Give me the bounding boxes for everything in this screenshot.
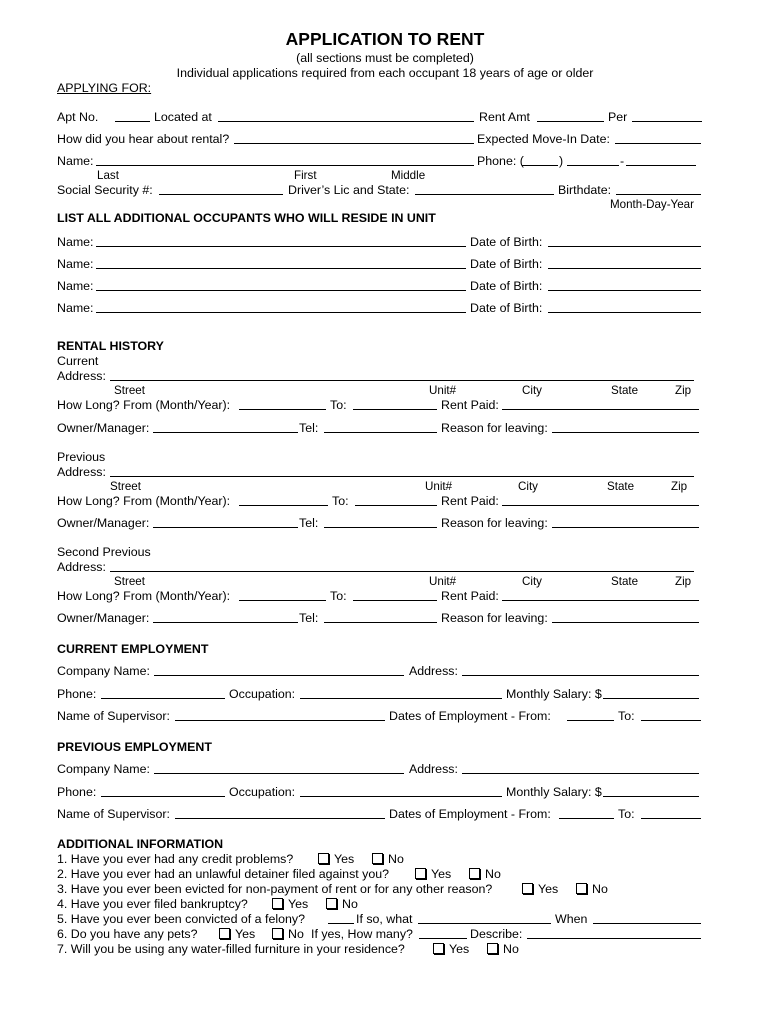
company-name-field[interactable] xyxy=(154,773,404,774)
phone-prefix-field[interactable] xyxy=(567,165,619,166)
current-address-label: Address: xyxy=(57,369,106,383)
tel-label: Tel: xyxy=(299,421,319,435)
city-caption: City xyxy=(518,480,538,493)
occupant-name-field[interactable] xyxy=(96,268,466,269)
second-previous-address-label: Address: xyxy=(57,560,106,574)
monthly-salary-label: Monthly Salary: $ xyxy=(506,785,602,799)
occupant-name-field[interactable] xyxy=(96,290,466,291)
heard-about-label: How did you hear about rental? xyxy=(57,132,230,146)
street-caption: Street xyxy=(110,480,141,493)
monthly-salary-field[interactable] xyxy=(603,698,699,699)
ssn-field[interactable] xyxy=(159,194,283,195)
from-date-field[interactable] xyxy=(239,600,326,601)
unit-caption: Unit# xyxy=(425,480,453,493)
checkbox-icon[interactable] xyxy=(219,928,230,939)
from-date-field[interactable] xyxy=(239,505,328,506)
occupant-dob-label: Date of Birth: xyxy=(470,257,543,271)
question-evicted: 3. Have you ever been evicted for non-payment of rent or for any other reason? xyxy=(57,882,493,896)
rent-amt-label: Rent Amt xyxy=(479,110,530,124)
second-previous-address-field[interactable] xyxy=(110,571,694,572)
water-furniture-no-option[interactable]: No xyxy=(487,942,519,957)
occupant-dob-label: Date of Birth: xyxy=(470,279,543,293)
occupant-name-field[interactable] xyxy=(96,246,466,247)
ssn-label: Social Security #: xyxy=(57,183,153,197)
drivers-lic-field[interactable] xyxy=(415,194,554,195)
occupants-heading: LIST ALL ADDITIONAL OCCUPANTS WHO WILL RESIDE IN UNIT xyxy=(57,211,436,225)
zip-caption: Zip xyxy=(671,480,688,493)
checkbox-icon[interactable] xyxy=(326,898,337,909)
occupant-dob-field[interactable] xyxy=(548,246,701,247)
street-caption: Street xyxy=(114,384,145,397)
occupant-dob-field[interactable] xyxy=(548,312,701,313)
company-address-label: Address: xyxy=(409,664,458,678)
to-date-field[interactable] xyxy=(353,409,437,410)
employment-dates-label: Dates of Employment - From: xyxy=(389,807,551,821)
occupant-name-label: Name: xyxy=(57,257,94,271)
employment-to-field[interactable] xyxy=(641,720,701,721)
pets-how-many-field[interactable] xyxy=(419,938,467,939)
employment-dates-label: Dates of Employment - From: xyxy=(389,709,551,723)
zip-caption: Zip xyxy=(675,384,692,397)
checkbox-icon[interactable] xyxy=(576,883,587,894)
applicant-name-field[interactable] xyxy=(96,165,474,166)
company-address-field[interactable] xyxy=(462,675,699,676)
employment-from-field[interactable] xyxy=(567,720,614,721)
checkbox-icon[interactable] xyxy=(522,883,533,894)
monthly-salary-field[interactable] xyxy=(603,796,699,797)
unit-caption: Unit# xyxy=(429,384,457,397)
occupant-name-label: Name: xyxy=(57,301,94,315)
occupation-field[interactable] xyxy=(300,698,502,699)
evicted-no-option[interactable]: No xyxy=(576,882,608,897)
previous-employment-heading: PREVIOUS EMPLOYMENT xyxy=(57,740,212,754)
credit-no-option[interactable]: No xyxy=(372,852,404,867)
supervisor-field[interactable] xyxy=(175,720,385,721)
phone-dash: - xyxy=(620,154,625,168)
subtitle-individual-applications: Individual applications required from each occupant 18 years of age or older xyxy=(176,66,594,80)
move-in-label: Expected Move-In Date: xyxy=(477,132,610,146)
occupation-field[interactable] xyxy=(300,796,502,797)
employment-to-field[interactable] xyxy=(641,818,701,819)
pets-how-many-label: If yes, How many? xyxy=(311,927,413,941)
additional-info-heading: ADDITIONAL INFORMATION xyxy=(57,837,224,851)
phone-paren-close: ) xyxy=(559,154,564,168)
birthdate-label: Birthdate: xyxy=(558,183,612,197)
company-name-label: Company Name: xyxy=(57,762,150,776)
name-first-caption: First xyxy=(294,169,317,182)
tel-field[interactable] xyxy=(324,432,437,433)
current-address-field[interactable] xyxy=(110,380,694,381)
question-bankruptcy: 4. Have you ever filed bankruptcy? xyxy=(57,897,248,911)
subtitle-all-sections: (all sections must be completed) xyxy=(296,51,474,65)
unit-caption: Unit# xyxy=(429,575,457,588)
owner-manager-label: Owner/Manager: xyxy=(57,421,150,435)
question-pets: 6. Do you have any pets? xyxy=(57,927,198,941)
tel-field[interactable] xyxy=(324,527,437,528)
how-long-label: How Long? From (Month/Year): xyxy=(57,398,231,412)
rent-paid-label: Rent Paid: xyxy=(441,494,499,508)
page-title: APPLICATION TO RENT xyxy=(285,29,485,49)
reason-leaving-label: Reason for leaving: xyxy=(441,611,548,625)
second-previous-residence-label: Second Previous xyxy=(57,545,151,559)
credit-yes-option[interactable]: Yes xyxy=(318,852,354,867)
company-name-label: Company Name: xyxy=(57,664,150,678)
birthdate-format-caption: Month-Day-Year xyxy=(610,198,694,211)
to-date-field[interactable] xyxy=(353,600,437,601)
apt-no-field[interactable] xyxy=(115,121,150,122)
name-middle-caption: Middle xyxy=(391,169,426,182)
to-date-field[interactable] xyxy=(355,505,437,506)
reason-leaving-field[interactable] xyxy=(552,622,699,623)
birthdate-field[interactable] xyxy=(616,194,701,195)
per-label: Per xyxy=(608,110,628,124)
drivers-lic-label: Driver’s Lic and State: xyxy=(288,183,410,197)
employment-from-field[interactable] xyxy=(559,818,614,819)
reason-leaving-label: Reason for leaving: xyxy=(441,421,548,435)
question-water-furniture: 7. Will you be using any water-filled furniture in your residence? xyxy=(57,942,405,956)
bankruptcy-yes-option[interactable]: Yes xyxy=(272,897,308,912)
pets-describe-field[interactable] xyxy=(527,938,701,939)
occupant-dob-label: Date of Birth: xyxy=(470,301,543,315)
previous-address-field[interactable] xyxy=(110,476,694,477)
occupant-dob-field[interactable] xyxy=(548,268,701,269)
occupation-label: Occupation: xyxy=(229,687,296,701)
previous-address-label: Address: xyxy=(57,465,106,479)
rental-history-heading: RENTAL HISTORY xyxy=(57,339,164,353)
current-residence-label: Current xyxy=(57,354,99,368)
phone-label: Phone: ( xyxy=(477,154,524,168)
reason-leaving-field[interactable] xyxy=(552,432,699,433)
detainer-no-option[interactable]: No xyxy=(469,867,501,882)
located-at-field[interactable] xyxy=(218,121,474,122)
located-at-label: Located at xyxy=(154,110,212,124)
tel-label: Tel: xyxy=(299,516,319,530)
per-field[interactable] xyxy=(632,121,702,122)
previous-residence-label: Previous xyxy=(57,450,106,464)
city-caption: City xyxy=(522,384,542,397)
question-unlawful-detainer: 2. Have you ever had an unlawful detainer filed against you? xyxy=(57,867,390,881)
from-date-field[interactable] xyxy=(239,409,326,410)
heard-about-field[interactable] xyxy=(234,143,474,144)
checkbox-icon[interactable] xyxy=(433,943,444,954)
employer-phone-field[interactable] xyxy=(101,698,225,699)
supervisor-label: Name of Supervisor: xyxy=(57,807,170,821)
tel-field[interactable] xyxy=(324,622,437,623)
occupant-name-label: Name: xyxy=(57,279,94,293)
applying-for-label: APPLYING FOR: xyxy=(57,81,152,95)
reason-leaving-label: Reason for leaving: xyxy=(441,516,548,530)
felony-when-label: When xyxy=(555,912,588,926)
rent-amt-field[interactable] xyxy=(537,121,604,122)
state-caption: State xyxy=(611,575,639,588)
applicant-name-label: Name: xyxy=(57,154,94,168)
zip-caption: Zip xyxy=(675,575,692,588)
felony-what-field[interactable] xyxy=(418,923,551,924)
name-last-caption: Last xyxy=(97,169,119,182)
reason-leaving-field[interactable] xyxy=(552,527,699,528)
state-caption: State xyxy=(607,480,635,493)
street-caption: Street xyxy=(114,575,145,588)
tel-label: Tel: xyxy=(299,611,319,625)
checkbox-icon[interactable] xyxy=(372,853,383,864)
apt-no-label: Apt No. xyxy=(57,110,99,124)
employer-phone-label: Phone: xyxy=(57,687,97,701)
bankruptcy-no-option[interactable]: No xyxy=(326,897,358,912)
occupation-label: Occupation: xyxy=(229,785,296,799)
evicted-yes-option[interactable]: Yes xyxy=(522,882,558,897)
state-caption: State xyxy=(611,384,639,397)
rent-paid-label: Rent Paid: xyxy=(441,398,499,412)
current-employment-heading: CURRENT EMPLOYMENT xyxy=(57,642,209,656)
detainer-yes-option[interactable]: Yes xyxy=(415,867,451,882)
supervisor-field[interactable] xyxy=(175,818,385,819)
pets-describe-label: Describe: xyxy=(470,927,523,941)
company-name-field[interactable] xyxy=(154,675,404,676)
question-felony: 5. Have you ever been convicted of a felony? xyxy=(57,912,305,926)
owner-manager-field[interactable] xyxy=(153,432,298,433)
pets-no-option[interactable]: No xyxy=(272,927,304,942)
checkbox-icon[interactable] xyxy=(469,868,480,879)
owner-manager-label: Owner/Manager: xyxy=(57,516,150,530)
company-address-label: Address: xyxy=(409,762,458,776)
owner-manager-label: Owner/Manager: xyxy=(57,611,150,625)
rent-paid-field[interactable] xyxy=(502,600,699,601)
employment-to-label: To: xyxy=(618,807,635,821)
to-label: To: xyxy=(332,494,349,508)
rent-paid-field[interactable] xyxy=(502,505,699,506)
city-caption: City xyxy=(522,575,542,588)
owner-manager-field[interactable] xyxy=(153,527,298,528)
to-label: To: xyxy=(330,589,347,603)
felony-if-so-label: If so, what xyxy=(356,912,413,926)
rent-paid-label: Rent Paid: xyxy=(441,589,499,603)
supervisor-label: Name of Supervisor: xyxy=(57,709,170,723)
owner-manager-field[interactable] xyxy=(153,622,298,623)
employer-phone-field[interactable] xyxy=(101,796,225,797)
checkbox-icon[interactable] xyxy=(487,943,498,954)
to-label: To: xyxy=(330,398,347,412)
pets-yes-option[interactable]: Yes xyxy=(219,927,255,942)
company-address-field[interactable] xyxy=(462,773,699,774)
employment-to-label: To: xyxy=(618,709,635,723)
felony-answer-field[interactable] xyxy=(328,923,354,924)
checkbox-icon[interactable] xyxy=(272,898,283,909)
water-furniture-yes-option[interactable]: Yes xyxy=(433,942,469,957)
checkbox-icon[interactable] xyxy=(415,868,426,879)
phone-line-field[interactable] xyxy=(626,165,696,166)
how-long-label: How Long? From (Month/Year): xyxy=(57,494,231,508)
rent-paid-field[interactable] xyxy=(502,409,699,410)
move-in-field[interactable] xyxy=(615,143,701,144)
checkbox-icon[interactable] xyxy=(272,928,283,939)
checkbox-icon[interactable] xyxy=(318,853,329,864)
how-long-label: How Long? From (Month/Year): xyxy=(57,589,231,603)
felony-when-field[interactable] xyxy=(593,923,701,924)
question-credit-problems: 1. Have you ever had any credit problems? xyxy=(57,852,294,866)
occupant-dob-label: Date of Birth: xyxy=(470,235,543,249)
occupant-dob-field[interactable] xyxy=(548,290,701,291)
phone-area-code-field[interactable] xyxy=(522,165,558,166)
monthly-salary-label: Monthly Salary: $ xyxy=(506,687,602,701)
occupant-name-field[interactable] xyxy=(96,312,466,313)
employer-phone-label: Phone: xyxy=(57,785,97,799)
occupant-name-label: Name: xyxy=(57,235,94,249)
